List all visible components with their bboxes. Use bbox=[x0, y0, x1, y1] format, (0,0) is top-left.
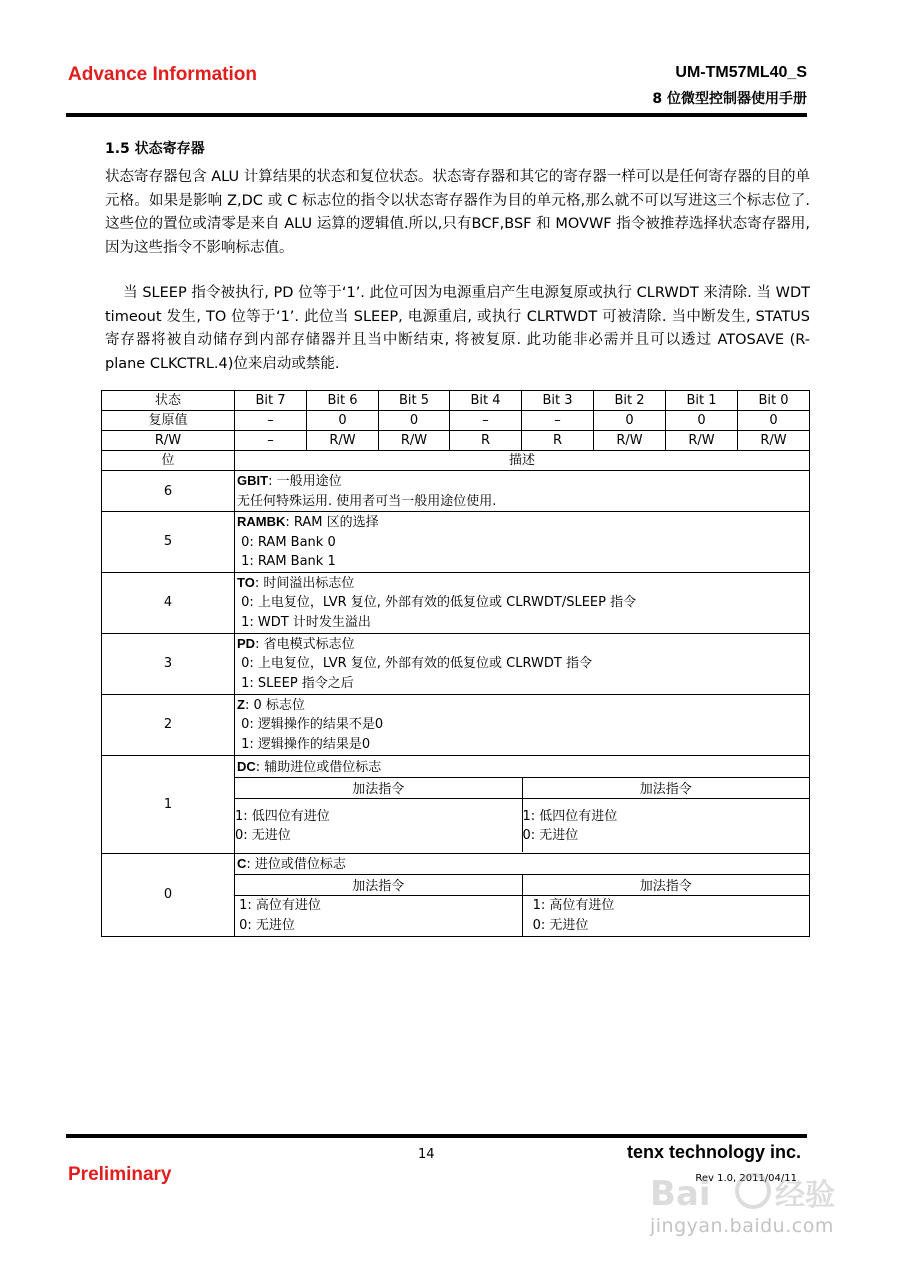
bit-title: : 0 标志位 bbox=[244, 697, 305, 713]
row-label-status: 状态 bbox=[102, 391, 235, 411]
reset-value: – bbox=[522, 411, 594, 431]
rw-value: R bbox=[450, 431, 522, 451]
bit-desc-line: 1: 逻辑操作的结果是0 bbox=[237, 736, 371, 752]
bit-title: : 时间溢出标志位 bbox=[254, 575, 355, 591]
watermark-glyphs: Bai bbox=[650, 1174, 711, 1214]
bit-number: 0 bbox=[102, 853, 235, 936]
rw-value: R/W bbox=[307, 431, 379, 451]
paragraph-2-text: 当 SLEEP 指令被执行, PD 位等于‘1’. 此位可因为电源重启产生电源复原或执行 CLRWDT 来清除. 当 WDT timeout 发生, TO 位等于‘1’. 此位当 SLEEP, 电源重启, 或执行 CLRTWDT 可被清除. 当中断发生, STATUS 寄存器将被自动储存到内部存储器并且当中断结束, 将被复原. 此功能非必需并且可以透过 ATOSAVE (R-plane CLKCTRL.4)位来启动或禁能. bbox=[105, 285, 810, 372]
bit-number: 4 bbox=[102, 572, 235, 633]
bit-desc-line: 1: WDT 计时发生溢出 bbox=[237, 614, 371, 630]
paragraph-2 bbox=[105, 282, 810, 376]
sub-line: 0: 无进位 bbox=[235, 917, 295, 933]
bit-desc-line: 1: RAM Bank 1 bbox=[237, 554, 336, 569]
rw-row bbox=[102, 431, 810, 451]
baidu-watermark-logo bbox=[645, 1165, 855, 1255]
reset-value: – bbox=[235, 411, 307, 431]
company-name: tenx technology inc. bbox=[626, 1142, 801, 1162]
rw-value: R/W bbox=[379, 431, 450, 451]
bit-description bbox=[235, 755, 810, 853]
bit-desc-line: 0: RAM Bank 0 bbox=[237, 534, 336, 550]
sub-header: 加法指令 bbox=[522, 875, 809, 896]
sub-line: 1: 高位有进位 bbox=[235, 897, 321, 913]
sub-line: 1: 高位有进位 bbox=[528, 897, 615, 913]
watermark-glyphs: 经验 bbox=[775, 1178, 835, 1213]
bit-title-line bbox=[235, 757, 809, 778]
status-register-table bbox=[101, 390, 810, 937]
bit-header: Bit 3 bbox=[522, 391, 594, 411]
bit-description bbox=[235, 572, 810, 633]
revision-label: Rev 1.0, 2011/04/11 bbox=[695, 1173, 797, 1184]
bit-title-line bbox=[235, 854, 809, 875]
bit-header-row bbox=[102, 391, 810, 411]
rw-value: R/W bbox=[738, 431, 810, 451]
sub-cell bbox=[235, 798, 522, 852]
bit-desc-line: 1: SLEEP 指令之后 bbox=[237, 675, 354, 691]
bit-desc-line: 0: 逻辑操作的结果不是0 bbox=[237, 717, 384, 733]
rw-value: R/W bbox=[666, 431, 738, 451]
description-header-row bbox=[102, 451, 810, 471]
reset-value: 0 bbox=[307, 411, 379, 431]
bit-description bbox=[235, 633, 810, 694]
bit-number: 3 bbox=[102, 633, 235, 694]
bit-name: DC bbox=[237, 758, 256, 774]
bit-number: 6 bbox=[102, 471, 235, 512]
reset-value: 0 bbox=[666, 411, 738, 431]
preliminary-label: Preliminary bbox=[68, 1164, 172, 1185]
section-title: 1.5 状态寄存器 bbox=[105, 141, 205, 157]
bit-row-4 bbox=[102, 572, 810, 633]
bit-desc-line: 0: 上电复位，LVR 复位, 外部有效的低复位或 CLRWDT/SLEEP 指令 bbox=[237, 595, 637, 611]
header-rule bbox=[66, 113, 807, 117]
sub-header: 加法指令 bbox=[522, 778, 809, 799]
row-label-reset: 复原值 bbox=[102, 411, 235, 431]
bit-description bbox=[235, 694, 810, 755]
rw-value: R bbox=[522, 431, 594, 451]
sub-line: 1: 低四位有进位 bbox=[235, 808, 330, 824]
bit-header: Bit 2 bbox=[594, 391, 666, 411]
sub-cell bbox=[522, 895, 809, 936]
rw-value: R/W bbox=[594, 431, 666, 451]
sub-line: 0: 无进位 bbox=[522, 828, 579, 843]
watermark-url: jingyan.baidu.com bbox=[650, 1215, 834, 1237]
bit-description bbox=[235, 512, 810, 573]
bit-header: Bit 7 bbox=[235, 391, 307, 411]
bit-name: TO bbox=[237, 574, 255, 590]
bit-title: : 省电模式标志位 bbox=[255, 636, 355, 652]
row-label-rw: R/W bbox=[102, 431, 235, 451]
sub-line: 0: 无进位 bbox=[528, 917, 589, 933]
reset-value: 0 bbox=[379, 411, 450, 431]
bit-description bbox=[235, 471, 810, 512]
bit-number: 5 bbox=[102, 512, 235, 573]
page-number: 14 bbox=[418, 1147, 435, 1162]
bit-header: Bit 6 bbox=[307, 391, 379, 411]
bit-header: Bit 1 bbox=[666, 391, 738, 411]
bit-description bbox=[235, 853, 810, 936]
bit-title: : 进位或借位标志 bbox=[246, 856, 346, 872]
bit-title: : 辅助进位或借位标志 bbox=[255, 759, 382, 775]
sub-cell bbox=[235, 895, 522, 936]
sub-line: 1: 低四位有进位 bbox=[522, 808, 618, 824]
reset-value: 0 bbox=[594, 411, 666, 431]
sub-header: 加法指令 bbox=[235, 875, 522, 896]
paragraph-1: 状态寄存器包含 ALU 计算结果的状态和复位状态。状态寄存器和其它的寄存器一样可以是任何寄存器的目的单元格。如果是影响 Z,DC 或 C 标志位的指令以状态寄存器作为目的单元格,那么就不可以写进这三个标志位了. 这些位的置位或清零是来自 ALU 运算的逻辑值.所以,只有BCF,BSF 和 MOVWF 指令被推荐选择状态寄存器用,因为这些指令不影响标志值。 bbox=[105, 169, 810, 256]
sub-header: 加法指令 bbox=[235, 778, 522, 799]
reset-value: – bbox=[450, 411, 522, 431]
bit-desc-line: 0: 上电复位，LVR 复位, 外部有效的低复位或 CLRWDT 指令 bbox=[237, 656, 592, 672]
bit-number: 1 bbox=[102, 755, 235, 853]
desc-header-desc: 描述 bbox=[235, 451, 810, 471]
bit-number: 2 bbox=[102, 694, 235, 755]
advance-information-label: Advance Information bbox=[68, 64, 257, 85]
bit-name: PD bbox=[237, 635, 256, 651]
bit-header: Bit 4 bbox=[450, 391, 522, 411]
bit-row-3 bbox=[102, 633, 810, 694]
document-id: UM-TM57ML40_S bbox=[675, 64, 807, 81]
bit-name: C bbox=[237, 855, 247, 871]
bit-row-0 bbox=[102, 853, 810, 936]
footer-rule bbox=[66, 1134, 807, 1138]
bit-row-5 bbox=[102, 512, 810, 573]
bit-row-6 bbox=[102, 471, 810, 512]
bit-title: : RAM 区的选择 bbox=[285, 515, 379, 530]
paw-icon bbox=[737, 1175, 769, 1207]
rw-value: – bbox=[235, 431, 307, 451]
dc-subtable bbox=[235, 778, 809, 852]
reset-value: 0 bbox=[738, 411, 810, 431]
reset-value-row bbox=[102, 411, 810, 431]
bit-name: RAMBK bbox=[237, 514, 286, 529]
document-subtitle: 8 位微型控制器使用手册 bbox=[652, 91, 807, 107]
bit-row-1 bbox=[102, 755, 810, 853]
c-subtable bbox=[235, 875, 809, 936]
sub-line: 0: 无进位 bbox=[235, 828, 291, 843]
bit-name: Z bbox=[237, 696, 245, 712]
sub-cell bbox=[522, 798, 809, 852]
bit-title: : 一般用途位 bbox=[268, 474, 342, 489]
bit-name: GBIT bbox=[237, 473, 269, 488]
desc-header-bit: 位 bbox=[102, 451, 235, 471]
bit-desc-line: 无任何特殊运用. 使用者可当一般用途位使用. bbox=[237, 493, 497, 509]
bit-row-2 bbox=[102, 694, 810, 755]
bit-header: Bit 5 bbox=[379, 391, 450, 411]
bit-header: Bit 0 bbox=[738, 391, 810, 411]
